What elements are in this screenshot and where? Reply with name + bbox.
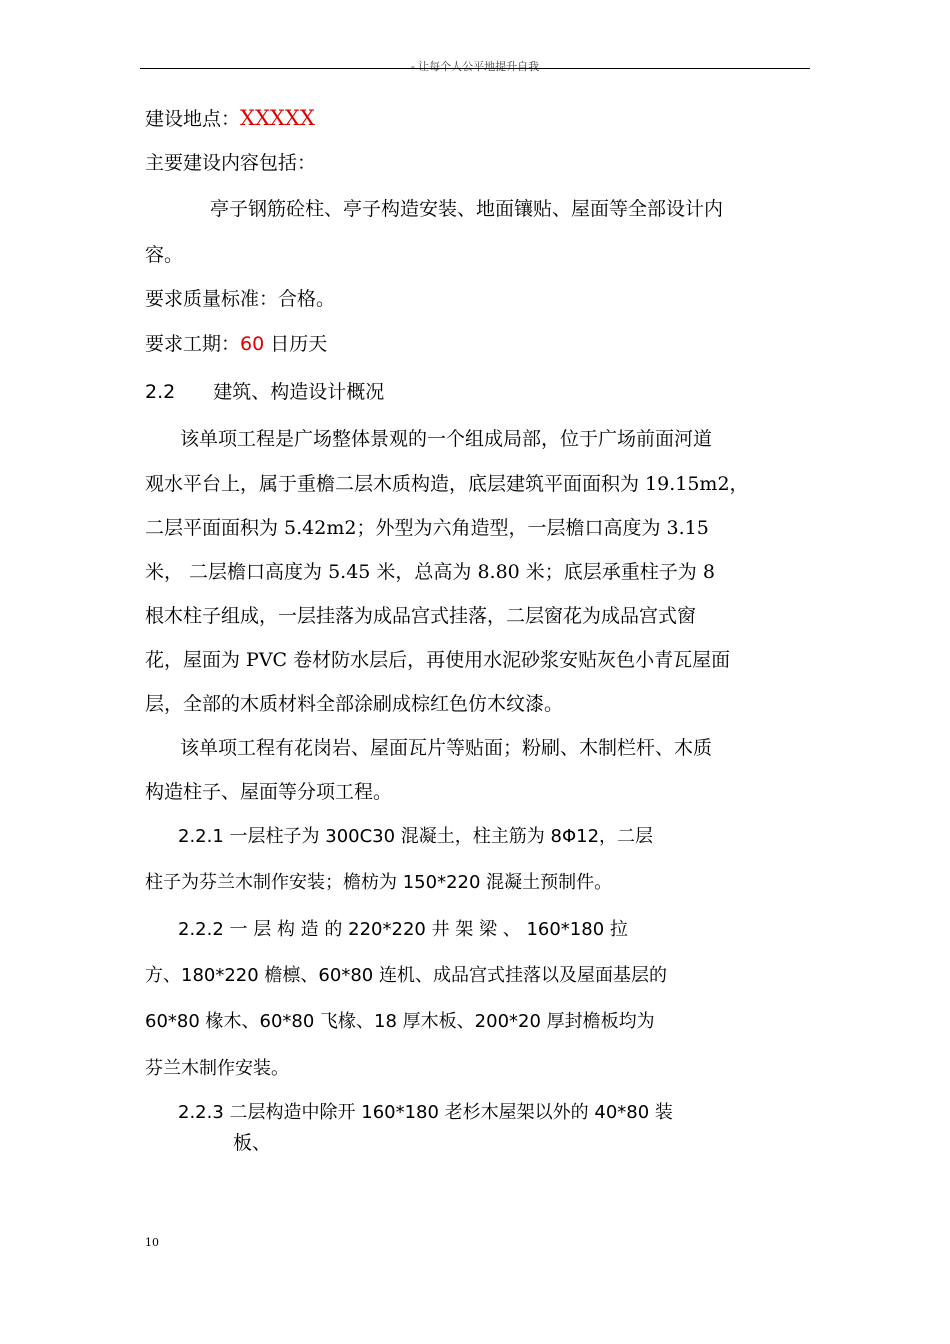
page-number: 10 xyxy=(145,1236,159,1249)
s223-line-2: 板、 xyxy=(233,1132,272,1154)
s223-line-1: 2.2.3 二层构造中除开 160*180 老杉木屋架以外的 40*80 装 xyxy=(178,1102,673,1123)
s221-line-1: 2.2.1 一层柱子为 300C30 混凝土，柱主筋为 8Φ12，二层 xyxy=(178,826,654,847)
content-line-2: 容。 xyxy=(145,244,184,266)
s222-line-4: 芬兰木制作安装。 xyxy=(145,1058,289,1079)
s222-line-3: 60*80 椽木、60*80 飞椽、18 厚木板、200*20 厚封檐板均为 xyxy=(145,1011,655,1032)
para1-line-2: 观水平台上，属于重檐二层木质构造，底层建筑平面面积为 19.15m2， xyxy=(145,473,749,495)
s222-line-2: 方、180*220 檐檩、60*80 连机、成品宫式挂落以及屋面基层的 xyxy=(145,965,667,986)
duration-value: 60 xyxy=(240,333,265,355)
para2-line-2: 构造柱子、屋面等分项工程。 xyxy=(145,781,393,803)
para1-line-3: 二层平面面积为 5.42m2；外型为六角造型，一层檐口高度为 3.15 xyxy=(145,517,709,539)
header-rule xyxy=(140,68,810,69)
para1-line-1: 该单项工程是广场整体景观的一个组成局部，位于广场前面河道 xyxy=(180,428,713,450)
location-label: 建设地点： xyxy=(145,108,241,130)
content-label: 主要建设内容包括： xyxy=(145,152,317,174)
location-line xyxy=(145,108,315,129)
duration-unit: 日历天 xyxy=(264,333,328,355)
para1-line-7: 层，全部的木质材料全部涂刷成棕红色仿木纹漆。 xyxy=(145,693,564,715)
location-value: XXXXX xyxy=(240,106,315,130)
section-title: 建筑、构造设计概况 xyxy=(213,381,385,403)
s221-line-2: 柱子为芬兰木制作安装；檐枋为 150*220 混凝土预制件。 xyxy=(145,872,613,893)
para1-line-5: 根木柱子组成，一层挂落为成品宫式挂落，二层窗花为成品宫式窗 xyxy=(145,605,697,627)
s222-line-1: 2.2.2 一 层 构 造 的 220*220 井 架 梁 、 160*180 拉 xyxy=(178,919,628,940)
content-line-1: 亭子钢筋砼柱、亭子构造安装、地面镶贴、屋面等全部设计内 xyxy=(210,198,724,220)
para1-line-6: 花，屋面为 PVC 卷材防水层后，再使用水泥砂浆安贴灰色小青瓦屋面 xyxy=(145,649,731,671)
para2-line-1: 该单项工程有花岗岩、屋面瓦片等贴面；粉刷、木制栏杆、木质 xyxy=(180,737,713,759)
section-number: 2.2 xyxy=(145,381,176,403)
duration-label: 要求工期： xyxy=(145,333,241,355)
quality-line: 要求质量标准：合格。 xyxy=(145,288,336,310)
para1-line-4: 米， 二层檐口高度为 5.45 米，总高为 8.80 米；底层承重柱子为 8 xyxy=(145,561,715,583)
section-heading xyxy=(145,383,384,402)
duration-line xyxy=(145,335,327,354)
header-text: - 让每个人公平地提升自我 xyxy=(410,60,540,73)
